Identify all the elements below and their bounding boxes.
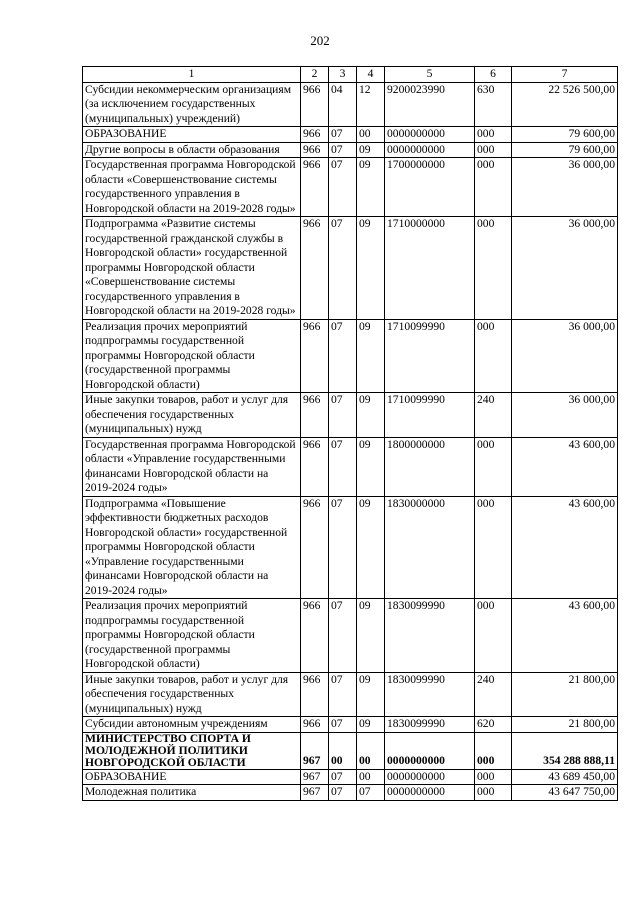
row-code-3: 07 xyxy=(329,217,357,320)
header-cell: 6 xyxy=(475,67,512,83)
page-number: 202 xyxy=(310,33,330,48)
row-name: Реализация прочих мероприятий подпрограммы государственной программы Новгородской области (государственной программы Новгородской области) xyxy=(83,319,301,393)
row-code-5: 0000000000 xyxy=(385,785,475,801)
row-name: Субсидии некоммерческим организациям (за исключением государственных (муниципальных) учреждений) xyxy=(83,82,301,127)
row-code-6: 000 xyxy=(475,599,512,673)
row-name: Государственная программа Новгородской области «Совершенствование системы государственного управления в Новгородской области на 2019-2028 годы» xyxy=(83,158,301,217)
row-name: ОБРАЗОВАНИЕ xyxy=(83,769,301,785)
row-name: Иные закупки товаров, работ и услуг для обеспечения государственных (муниципальных) нужд xyxy=(83,393,301,438)
row-code-3: 07 xyxy=(329,769,357,785)
row-code-3: 07 xyxy=(329,785,357,801)
row-amount: 21 800,00 xyxy=(512,717,618,733)
row-code-3: 00 xyxy=(329,732,357,769)
row-code-4: 00 xyxy=(357,769,385,785)
table-row xyxy=(83,437,618,496)
row-code-6: 000 xyxy=(475,732,512,769)
row-code-3: 07 xyxy=(329,496,357,599)
row-code-6: 000 xyxy=(475,127,512,143)
row-code-3: 07 xyxy=(329,437,357,496)
row-code-3: 07 xyxy=(329,599,357,673)
row-amount: 22 526 500,00 xyxy=(512,82,618,127)
row-code-6: 240 xyxy=(475,393,512,438)
row-code-3: 07 xyxy=(329,717,357,733)
row-code-5: 1830099990 xyxy=(385,599,475,673)
row-amount: 36 000,00 xyxy=(512,217,618,320)
header-cell: 4 xyxy=(357,67,385,83)
row-name: Государственная программа Новгородской области «Управление государственными финансами Новгородской области на 2019-2024 годы» xyxy=(83,437,301,496)
row-amount: 79 600,00 xyxy=(512,142,618,158)
row-code-5: 9200023990 xyxy=(385,82,475,127)
row-name: МИНИСТЕРСТВО СПОРТА И МОЛОДЕЖНОЙ ПОЛИТИКИ НОВГОРОДСКОЙ ОБЛАСТИ xyxy=(83,732,301,769)
row-code-6: 000 xyxy=(475,496,512,599)
table-row xyxy=(83,217,618,320)
row-code-2: 966 xyxy=(301,599,329,673)
row-code-3: 07 xyxy=(329,672,357,717)
header-cell: 3 xyxy=(329,67,357,83)
row-code-4: 09 xyxy=(357,319,385,393)
row-code-6: 000 xyxy=(475,217,512,320)
row-code-3: 07 xyxy=(329,142,357,158)
row-name: ОБРАЗОВАНИЕ xyxy=(83,127,301,143)
table-row xyxy=(83,319,618,393)
row-code-4: 09 xyxy=(357,717,385,733)
row-code-2: 966 xyxy=(301,437,329,496)
header-cell: 1 xyxy=(83,67,301,83)
table-row xyxy=(83,82,618,127)
table-row xyxy=(83,158,618,217)
row-amount: 43 600,00 xyxy=(512,437,618,496)
row-code-6: 000 xyxy=(475,769,512,785)
row-amount: 36 000,00 xyxy=(512,319,618,393)
row-code-2: 967 xyxy=(301,785,329,801)
row-code-2: 966 xyxy=(301,142,329,158)
row-code-6: 630 xyxy=(475,82,512,127)
row-code-5: 1830000000 xyxy=(385,496,475,599)
row-code-4: 09 xyxy=(357,393,385,438)
row-code-6: 000 xyxy=(475,142,512,158)
row-code-5: 1800000000 xyxy=(385,437,475,496)
row-amount: 36 000,00 xyxy=(512,393,618,438)
row-code-5: 0000000000 xyxy=(385,732,475,769)
row-amount: 43 689 450,00 xyxy=(512,769,618,785)
header-cell: 7 xyxy=(512,67,618,83)
row-code-4: 09 xyxy=(357,437,385,496)
row-code-2: 967 xyxy=(301,732,329,769)
row-code-3: 04 xyxy=(329,82,357,127)
row-code-6: 000 xyxy=(475,158,512,217)
row-code-4: 07 xyxy=(357,785,385,801)
table-row xyxy=(83,393,618,438)
header-cell: 2 xyxy=(301,67,329,83)
row-code-6: 000 xyxy=(475,785,512,801)
row-name: Реализация прочих мероприятий подпрограммы государственной программы Новгородской области (государственной программы Новгородской области) xyxy=(83,599,301,673)
row-code-5: 1830099990 xyxy=(385,717,475,733)
row-amount: 36 000,00 xyxy=(512,158,618,217)
row-code-2: 966 xyxy=(301,82,329,127)
row-code-2: 967 xyxy=(301,769,329,785)
row-code-5: 1830099990 xyxy=(385,672,475,717)
row-code-6: 620 xyxy=(475,717,512,733)
table-header-row xyxy=(83,67,618,83)
row-code-5: 0000000000 xyxy=(385,769,475,785)
row-code-4: 00 xyxy=(357,732,385,769)
row-code-2: 966 xyxy=(301,496,329,599)
header-cell: 5 xyxy=(385,67,475,83)
table-row xyxy=(83,672,618,717)
row-code-5: 1710099990 xyxy=(385,393,475,438)
row-code-4: 09 xyxy=(357,142,385,158)
row-code-2: 966 xyxy=(301,672,329,717)
row-code-3: 07 xyxy=(329,319,357,393)
row-amount: 43 647 750,00 xyxy=(512,785,618,801)
row-name: Другие вопросы в области образования xyxy=(83,142,301,158)
table-row xyxy=(83,496,618,599)
row-amount: 21 800,00 xyxy=(512,672,618,717)
row-amount: 43 600,00 xyxy=(512,496,618,599)
row-amount: 43 600,00 xyxy=(512,599,618,673)
row-code-4: 12 xyxy=(357,82,385,127)
row-code-3: 07 xyxy=(329,127,357,143)
table-row xyxy=(83,142,618,158)
row-name: Молодежная политика xyxy=(83,785,301,801)
table-row-ministry xyxy=(83,732,618,769)
row-code-2: 966 xyxy=(301,217,329,320)
row-code-3: 07 xyxy=(329,158,357,217)
row-name: Иные закупки товаров, работ и услуг для обеспечения государственных (муниципальных) нужд xyxy=(83,672,301,717)
row-code-4: 09 xyxy=(357,217,385,320)
row-code-3: 07 xyxy=(329,393,357,438)
row-code-5: 0000000000 xyxy=(385,142,475,158)
row-code-5: 0000000000 xyxy=(385,127,475,143)
row-code-2: 966 xyxy=(301,127,329,143)
row-code-5: 1700000000 xyxy=(385,158,475,217)
row-code-2: 966 xyxy=(301,717,329,733)
row-code-2: 966 xyxy=(301,158,329,217)
row-code-6: 000 xyxy=(475,437,512,496)
row-code-6: 240 xyxy=(475,672,512,717)
row-code-4: 09 xyxy=(357,599,385,673)
row-code-4: 09 xyxy=(357,158,385,217)
table-row xyxy=(83,785,618,801)
table-row xyxy=(83,127,618,143)
row-name: Подпрограмма «Развитие системы государственной гражданской службы в Новгородской области» государственной программы Новгородской области «Совершенствование системы государственного управления в Новгородской области на 2019-2028 годы» xyxy=(83,217,301,320)
row-code-6: 000 xyxy=(475,319,512,393)
row-code-2: 966 xyxy=(301,319,329,393)
table-row xyxy=(83,599,618,673)
row-name: Субсидии автономным учреждениям xyxy=(83,717,301,733)
row-name: Подпрограмма «Повышение эффективности бюджетных расходов Новгородской области» государственной программы Новгородской области «Управление государственными финансами Новгородской области на 2019-2024 годы» xyxy=(83,496,301,599)
row-code-5: 1710000000 xyxy=(385,217,475,320)
table-row xyxy=(83,769,618,785)
row-code-4: 00 xyxy=(357,127,385,143)
table-row xyxy=(83,717,618,733)
row-code-4: 09 xyxy=(357,496,385,599)
row-code-2: 966 xyxy=(301,393,329,438)
row-code-4: 09 xyxy=(357,672,385,717)
row-amount: 354 288 888,11 xyxy=(512,732,618,769)
row-code-5: 1710099990 xyxy=(385,319,475,393)
budget-table xyxy=(82,66,618,801)
row-amount: 79 600,00 xyxy=(512,127,618,143)
